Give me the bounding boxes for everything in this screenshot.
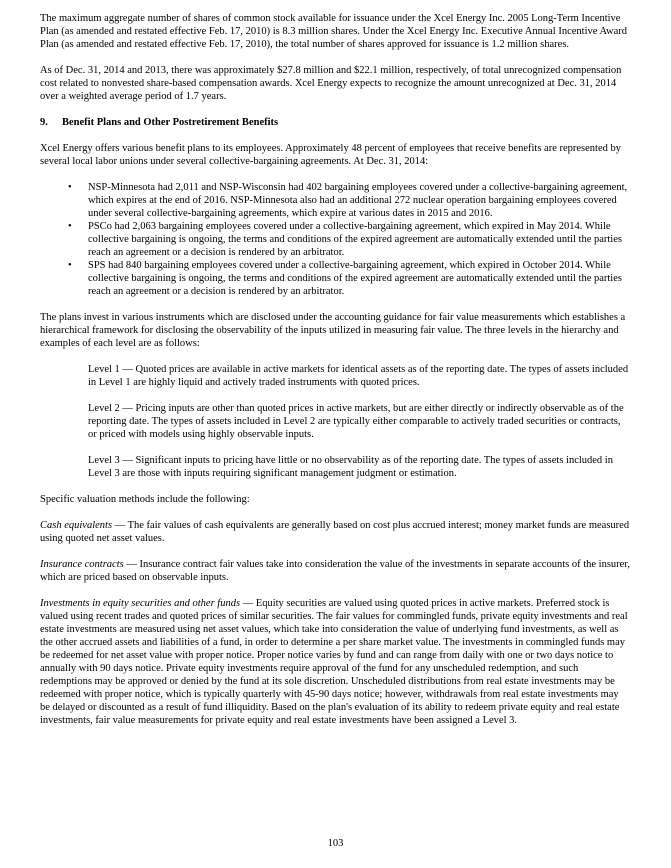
bullet-text-nsp: NSP-Minnesota had 2,011 and NSP-Wisconsin had 402 bargaining employees covered under a collective-bargaining agreement, which expires at the end of 2016. NSP-Minnesota also had an additional 272 nuclear operation bargaining employees covered under several collective-bargaining agreements, which expire at various dates in 2015 and 2016. xyxy=(88,182,628,219)
bullet-item-psco xyxy=(68,220,631,259)
paragraph-max-shares: The maximum aggregate number of shares of common stock available for issuance under the Xcel Energy Inc. 2005 Long-Term Incentive Plan (as amended and restated effective Feb. 17, 2010) is 8.3 million shares. Under the Xcel Energy Inc. Executive Annual Incentive Award Plan (as amended and restated effective Feb. 17, 2010), the total number of shares approved for issuance is 1.2 million shares. xyxy=(40,13,628,50)
section-title: Benefit Plans and Other Postretirement Benefits xyxy=(62,117,279,128)
paragraph-level-2: Level 2 — Pricing inputs are other than quoted prices in active markets, but are either directly or indirectly observable as of the reporting date. The types of assets included in Level 2 are typically either comparable to actively traded securities or contracts, or priced with models using highly observable inputs. xyxy=(88,403,624,440)
bullet-text-psco: PSCo had 2,063 bargaining employees covered under a collective-bargaining agreement, which expired in May 2014. While collective bargaining is ongoing, the terms and conditions of the expired agreement are automatically extended until the parties reach an agreement or a decision is rendered by an arbitrator. xyxy=(88,221,622,258)
section-number: 9. xyxy=(40,117,48,128)
bullet-icon: • xyxy=(68,260,72,271)
term-cash-equivalents: Cash equivalents xyxy=(40,520,113,531)
term-equity-investments: Investments in equity securities and other funds xyxy=(40,598,241,609)
paragraph-unrecognized-compensation: As of Dec. 31, 2014 and 2013, there was approximately $27.8 million and $22.1 million, respectively, of total unrecognized compensation cost related to nonvested share-based compensation awards. Xcel Energy expects to recognize the amount unrecognized at Dec. 31, 2014 over a weighted average period of 1.7 years. xyxy=(40,65,622,102)
paragraph-fair-value-intro: The plans invest in various instruments which are disclosed under the accounting guidance for fair value measurements which establishes a hierarchical framework for disclosing the observability of the inputs utilized in measuring fair value. The three levels in the hierarchy and examples of each level are as follows: xyxy=(40,312,626,349)
text-cash-equivalents: — The fair values of cash equivalents are generally based on cost plus accrued interest; money market funds are measured using quoted net asset values. xyxy=(40,520,630,544)
bullet-item-nsp xyxy=(68,181,631,220)
section-heading-benefit-plans xyxy=(40,116,631,129)
paragraph-benefit-intro: Xcel Energy offers various benefit plans to its employees. Approximately 48 percent of employees that receive benefits are represented by several local labor unions under several collective-bargaining agreements. At Dec. 31, 2014: xyxy=(40,143,621,167)
term-insurance-contracts: Insurance contracts xyxy=(40,559,124,570)
paragraph-specific-methods: Specific valuation methods include the following: xyxy=(40,494,250,505)
bullet-item-sps xyxy=(68,259,631,298)
paragraph-level-3: Level 3 — Significant inputs to pricing have little or no observability as of the reporting date. The types of assets included in Level 3 are those with inputs requiring significant management judgment or estimation. xyxy=(88,455,613,479)
text-insurance-contracts: — Insurance contract fair values take into consideration the value of the investments in separate accounts of the insurer, which are priced based on observable inputs. xyxy=(40,559,631,583)
page-number: 103 xyxy=(327,838,344,849)
paragraph-equity-investments xyxy=(40,597,631,727)
text-equity-investments: — Equity securities are valued using quoted prices in active markets. Preferred stock is valued using recent trades and quoted prices of similar securities. The fair values for commingled funds, private equity investments and real estate investments are measured using net asset values, which take into consideration the value of underlying fund investments, as well as the other accrued assets and liabilities of a fund, in order to determine a per share market value. The investments in commingled funds may be redeemed for net asset value with proper notice. Proper notice varies by fund and can range from daily with one or two days notice to annually with 90 days notice. Private equity investments require approval of the fund for any unscheduled redemption, and such redemptions may be approved or denied by the fund at its sole discretion. Unscheduled distributions from real estate investments may be redeemed with proper notice, which is typically quarterly with 45-90 days notice; however, withdrawals from real estate investments may be delayed or discounted as a result of fund illiquidity. Based on the plan's evaluation of its ability to redeem private equity and real estate investments, fair value measurements for private equity and real estate investments have been assigned a Level 3. xyxy=(40,598,628,726)
bullet-icon: • xyxy=(68,221,72,232)
paragraph-cash-equivalents xyxy=(40,519,631,545)
bullet-icon: • xyxy=(68,182,72,193)
paragraph-insurance-contracts xyxy=(40,558,631,584)
bullet-list xyxy=(40,181,631,298)
paragraph-level-1: Level 1 — Quoted prices are available in active markets for identical assets as of the reporting date. The types of assets included in Level 1 are highly liquid and actively traded instruments with quoted prices. xyxy=(88,364,629,388)
bullet-text-sps: SPS had 840 bargaining employees covered under a collective-bargaining agreement, which expired in October 2014. While collective bargaining is ongoing, the terms and conditions of the expired agreement are automatically extended until the parties reach an agreement or a decision is rendered by an arbitrator. xyxy=(88,260,622,297)
